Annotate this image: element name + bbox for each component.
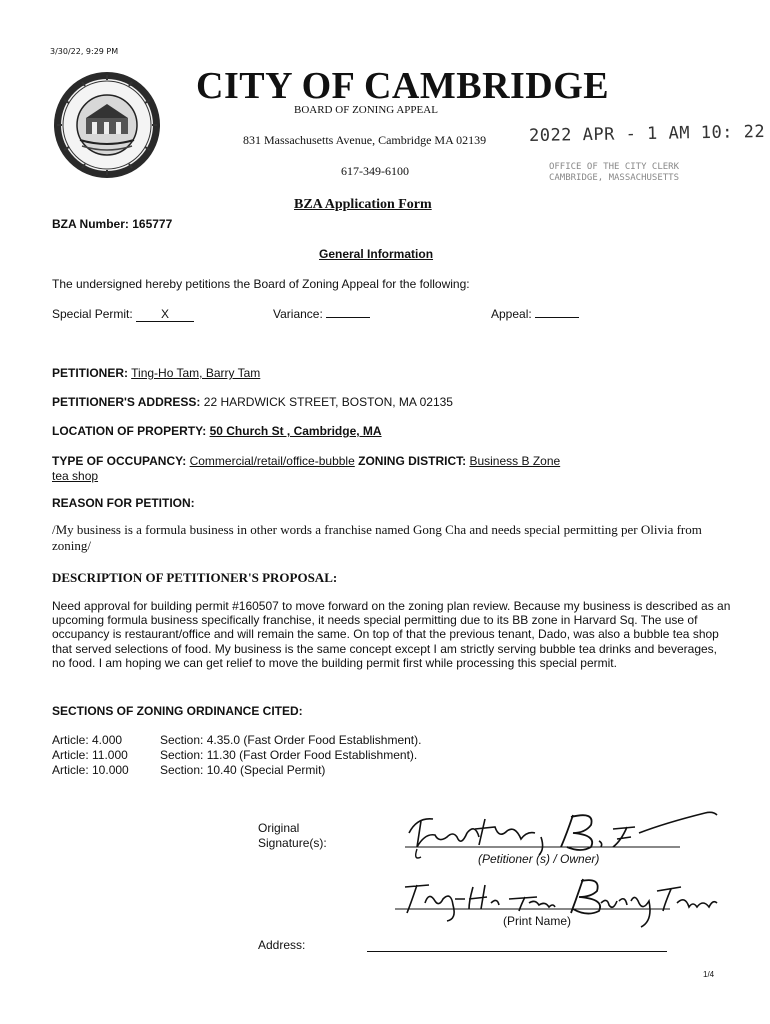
- reason-heading: REASON FOR PETITION:: [52, 496, 195, 510]
- table-row: [52, 748, 421, 763]
- variance-label: Variance:: [273, 307, 323, 321]
- appeal-value: [535, 317, 579, 318]
- petitioner-value: Ting-Ho Tam, Barry Tam: [131, 366, 261, 380]
- received-stamp-date: 2022 APR - 1 AM 10: 22: [528, 121, 766, 147]
- bza-number-value: 165777: [132, 217, 173, 231]
- occupancy-value-continued: tea shop: [52, 469, 99, 483]
- signature-label-line: Original: [258, 821, 300, 835]
- bza-number: [52, 217, 172, 231]
- appeal-field: [491, 307, 579, 321]
- variance-value: [326, 317, 370, 318]
- article-cell: Article: 4.000: [52, 733, 123, 747]
- petitioner-address-label: PETITIONER'S ADDRESS:: [52, 395, 201, 409]
- petitioner-owner-caption: (Petitioner (s) / Owner): [478, 852, 600, 866]
- signature-label: [258, 821, 327, 851]
- city-title: CITY OF CAMBRIDGE: [196, 65, 610, 107]
- location-label: LOCATION OF PROPERTY:: [52, 424, 207, 438]
- appeal-label: Appeal:: [491, 307, 532, 321]
- bza-number-label: BZA Number:: [52, 217, 129, 231]
- petitioner-address-value: 22 HARDWICK STREET, BOSTON, MA 02135: [203, 395, 453, 409]
- occupancy-label: TYPE OF OCCUPANCY:: [52, 454, 187, 468]
- table-row: [52, 763, 421, 778]
- page-number: 1/4: [703, 970, 715, 979]
- general-information-heading: General Information: [319, 247, 434, 261]
- address-label: Address:: [258, 938, 306, 952]
- signature-label-line: Signature(s):: [258, 836, 327, 850]
- zoning-district-label: ZONING DISTRICT:: [358, 454, 467, 468]
- description-heading: DESCRIPTION OF PETITIONER'S PROPOSAL:: [52, 570, 338, 585]
- section-cell: Section: 10.40 (Special Permit): [160, 763, 326, 777]
- occupancy-value: Commercial/retail/office-bubble: [189, 454, 355, 468]
- sections-table: [52, 733, 421, 778]
- section-cell: Section: 11.30 (Fast Order Food Establishment).: [160, 748, 418, 762]
- special-permit-field: [52, 307, 194, 322]
- zoning-district-value: Business B Zone: [469, 454, 561, 468]
- petitioner-label: PETITIONER:: [52, 366, 129, 380]
- form-title: BZA Application Form: [294, 197, 432, 212]
- reason-text: /My business is a formula business in other words a franchise named Gong Cha and needs special permitting per Olivia from zoning/: [52, 522, 702, 553]
- special-permit-label: Special Permit:: [52, 307, 133, 321]
- received-stamp-office: [524, 162, 704, 184]
- petitioner-field: [52, 366, 260, 380]
- board-name: BOARD OF ZONING APPEAL: [294, 104, 438, 116]
- office-phone: 617-349-6100: [341, 164, 409, 178]
- sections-heading: SECTIONS OF ZONING ORDINANCE CITED:: [52, 704, 303, 718]
- location-value: 50 Church St , Cambridge, MA: [209, 424, 382, 438]
- location-field: [52, 424, 382, 438]
- article-cell: Article: 11.000: [52, 748, 128, 762]
- section-cell: Section: 4.35.0 (Fast Order Food Establishment).: [160, 733, 422, 747]
- stamp-office-line: CAMBRIDGE, MASSACHUSETTS: [548, 173, 680, 183]
- stamp-office-line: OFFICE OF THE CITY CLERK: [548, 162, 680, 172]
- description-text: Need approval for building permit #160507 to move forward on the zoning plan review. Because my business is described as an upcoming formula business specifically franchise, it needs special permitting due to its BB zone in Harvard Sq. The use of occupancy is restaurant/office and will remain the same. On top of that the previous tenant, Dado, was also a bubble tea shop that served selections of food. My business is the same concept except I am strictly serving bubble tea drinks and beverages, no food. I am hoping we can get relief to move the building permit first while processing this special permit.: [52, 599, 731, 670]
- special-permit-value: X: [136, 308, 194, 322]
- city-seal-icon: [52, 70, 162, 180]
- variance-field: [273, 307, 370, 321]
- office-address: 831 Massachusetts Avenue, Cambridge MA 02139: [243, 133, 487, 147]
- address-line: [367, 951, 667, 952]
- print-timestamp: 3/30/22, 9:29 PM: [50, 47, 119, 56]
- print-name-caption: (Print Name): [503, 914, 572, 928]
- occupancy-field: [52, 454, 560, 484]
- petition-intro: The undersigned hereby petitions the Board of Zoning Appeal for the following:: [52, 277, 470, 291]
- petitioner-address-field: [52, 395, 453, 409]
- table-row: [52, 733, 421, 748]
- article-cell: Article: 10.000: [52, 763, 129, 777]
